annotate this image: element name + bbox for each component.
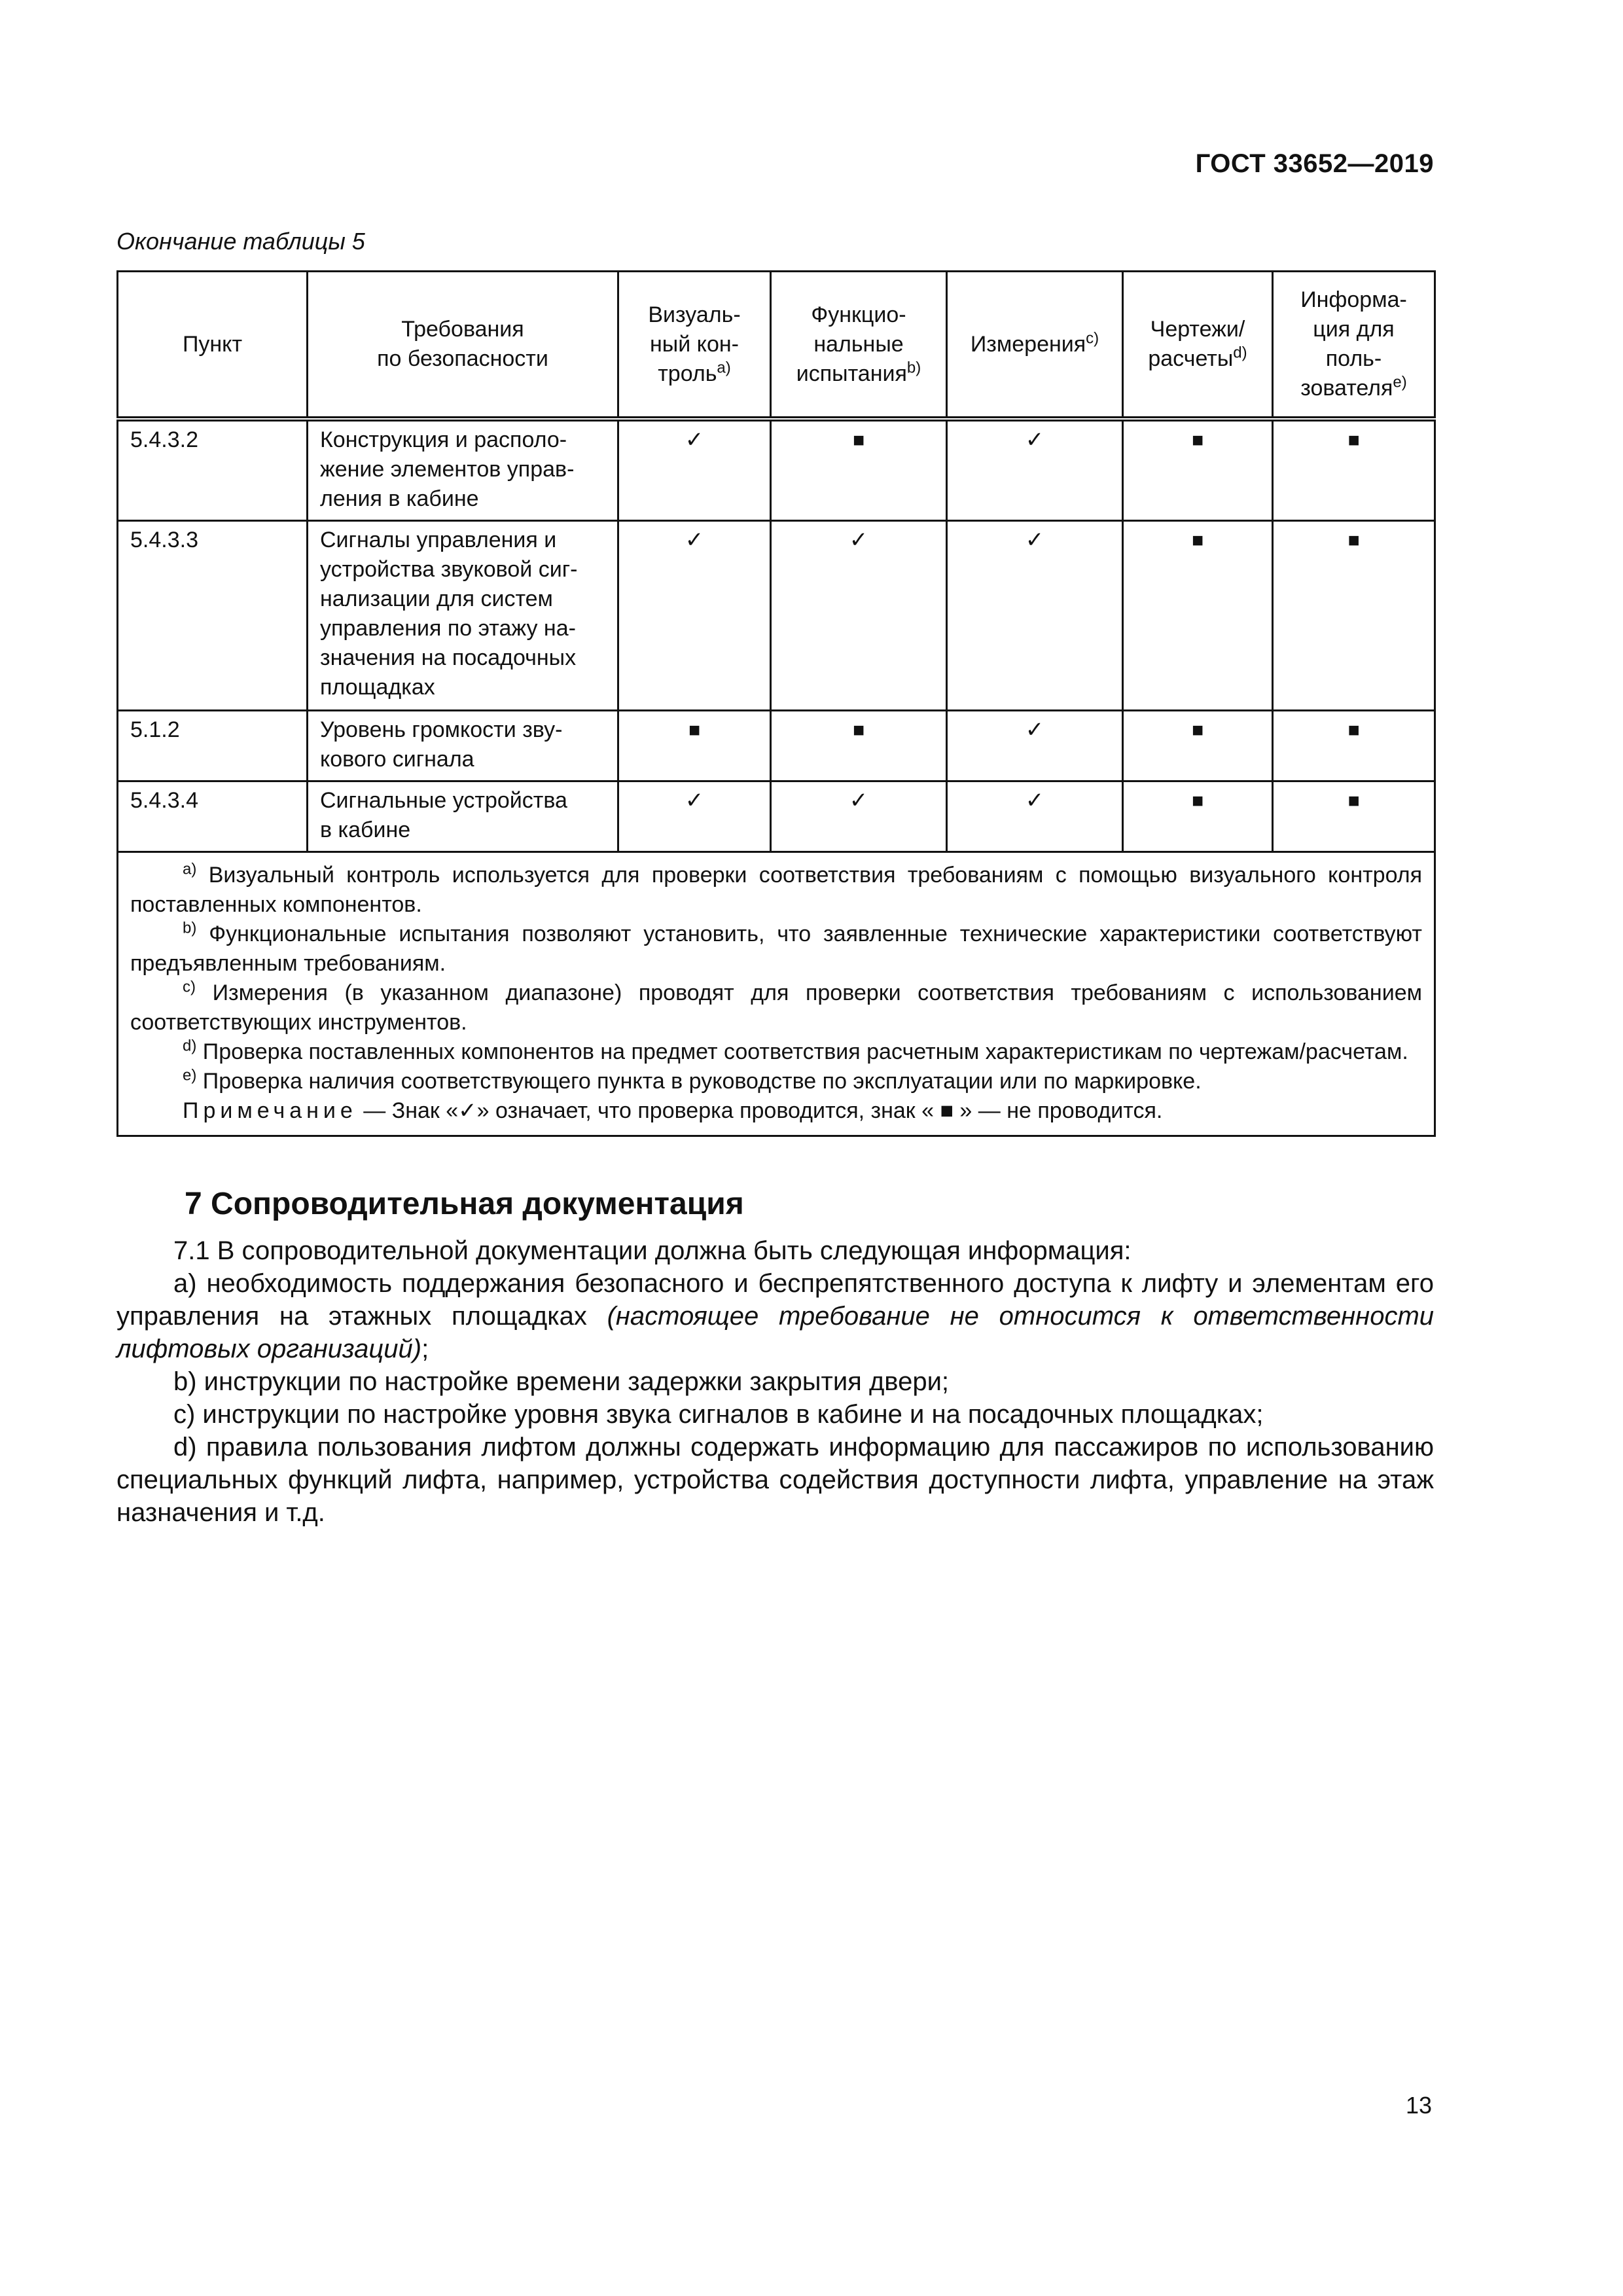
col-header-user-info: Информа- ция для поль- зователя$^{e)}$ (1273, 272, 1435, 420)
mark-user-info: ■ (1273, 520, 1435, 710)
table-caption: Окончание таблицы 5 (116, 228, 365, 255)
mark-drawings: ■ (1123, 781, 1273, 852)
requirement-text: Конструкция и располо- жение элементов управ- ления в кабине (308, 419, 618, 520)
table-note (130, 1096, 1422, 1126)
col-header-clause: Пункт (118, 272, 308, 420)
col-header-measurements: Измерения$^{c)}$ (947, 272, 1123, 420)
table-row (118, 419, 1435, 520)
section-body (116, 1234, 1434, 1529)
footnote-a: $^{a)}$ Визуальный контроль используется для проверки соответствия требованиям с помощью визуального контроля поставленных компонентов. (130, 860, 1422, 917)
mark-drawings: ■ (1123, 520, 1273, 710)
col-header-visual: Визуаль- ный кон- троль$^{a)}$ (618, 272, 771, 420)
document-id: ГОСТ 33652—2019 (1195, 149, 1434, 178)
list-item-c: c) инструкции по настройке уровня звука сигналов в кабине и на посадочных площадках; (173, 1400, 1264, 1429)
mark-measurements: ✓ (947, 710, 1123, 781)
note-text: — Знак «✓» означает, что проверка проводится, знак « ■ » — не проводится. (357, 1098, 1163, 1123)
col-header-requirements: Требования по безопасности (308, 272, 618, 420)
table-row (118, 520, 1435, 710)
mark-user-info: ■ (1273, 710, 1435, 781)
requirement-text: Сигналы управления и устройства звуковой сиг- нализации для систем управления по этажу на- значения на посадочных площадках (308, 520, 618, 710)
section-title: 7 Сопроводительная документация (185, 1187, 744, 1221)
requirements-table (116, 270, 1436, 1137)
clause-number: 5.4.3.2 (118, 419, 308, 520)
footnotes-row (118, 852, 1435, 1136)
table-header-row (118, 272, 1435, 420)
paragraph-7-1: 7.1 В сопроводительной документации должна быть следующая информация: (173, 1236, 1132, 1265)
footnote-e: $^{e)}$ Проверка наличия соответствующего пункта в руководстве по эксплуатации или по маркировке. (183, 1066, 1202, 1094)
footnote-c: $^{c)}$ Измерения (в указанном диапазоне) проводят для проверки соответствия требованиям с использованием соответствующих инструментов. (130, 978, 1422, 1035)
mark-functional: ✓ (771, 520, 947, 710)
table-row (118, 781, 1435, 852)
footnotes (118, 852, 1435, 1136)
mark-functional: ■ (771, 419, 947, 520)
clause-number: 5.1.2 (118, 710, 308, 781)
mark-visual: ✓ (618, 520, 771, 710)
mark-measurements: ✓ (947, 419, 1123, 520)
footnote-d: $^{d)}$ Проверка поставленных компонентов на предмет соответствия расчетным характеристикам по чертежам/расчетам. (183, 1037, 1408, 1064)
col-header-drawings: Чертежи/ расчеты$^{d)}$ (1123, 272, 1273, 420)
mark-user-info: ■ (1273, 419, 1435, 520)
mark-visual: ■ (618, 710, 771, 781)
mark-drawings: ■ (1123, 419, 1273, 520)
list-item-d: d) правила пользования лифтом должны содержать информацию для пассажиров по использованию специальных функций лифта, например, устройства содействия доступности лифта, управление на этаж назначения и т.д. (116, 1433, 1434, 1527)
list-item-b: b) инструкции по настройке времени задержки закрытия двери; (173, 1367, 950, 1396)
footnote-b: $^{b)}$ Функциональные испытания позволяют установить, что заявленные технические характеристики соответствуют предъявленным требованиям. (130, 919, 1422, 976)
clause-number: 5.4.3.3 (118, 520, 308, 710)
col-header-functional: Функцио- нальные испытания$^{b)}$ (771, 272, 947, 420)
requirement-text: Сигнальные устройства в кабине (308, 781, 618, 852)
mark-visual: ✓ (618, 419, 771, 520)
clause-number: 5.4.3.4 (118, 781, 308, 852)
mark-measurements: ✓ (947, 781, 1123, 852)
table-row (118, 710, 1435, 781)
mark-user-info: ■ (1273, 781, 1435, 852)
page-number: 13 (1405, 2092, 1432, 2119)
note-label: Примечание (183, 1098, 357, 1123)
mark-measurements: ✓ (947, 520, 1123, 710)
mark-drawings: ■ (1123, 710, 1273, 781)
mark-functional: ■ (771, 710, 947, 781)
requirement-text: Уровень громкости зву- кового сигнала (308, 710, 618, 781)
list-item-a: а) необходимость поддержания безопасного и беспрепятственного доступа к лифту и элементам его управления на этажных площадках (настоящее требование не относится к ответственности лифтовых организаций); (116, 1269, 1435, 1363)
mark-visual: ✓ (618, 781, 771, 852)
mark-functional: ✓ (771, 781, 947, 852)
